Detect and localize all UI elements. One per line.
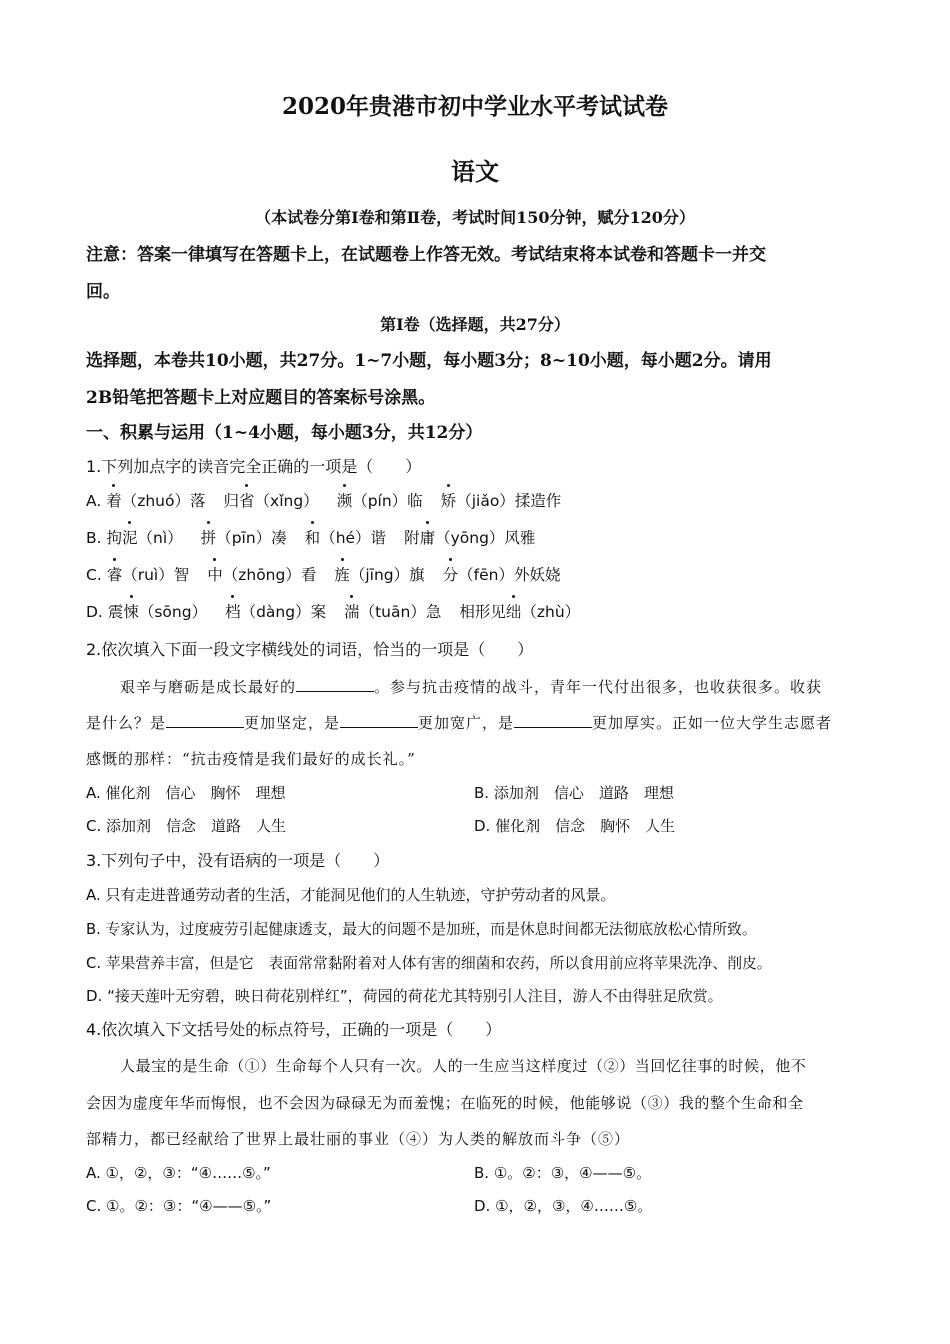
exam-title: 2020年贵港市初中学业水平考试试卷 (281, 93, 668, 120)
exam-intro: （本试卷分第Ⅰ卷和第Ⅱ卷，考试时间150分钟，赋分120分） (255, 208, 695, 227)
q4-option-d: D. ①，②，③，④……⑤。 (474, 1197, 653, 1215)
plain-char: 震 (107, 603, 124, 621)
q3-option-c: C. 苹果营养丰富，但是它 表面常常黏附着对人体有害的细菌和农药，所以食用前应将苹果洗净、削皮。 (86, 955, 772, 972)
q2-option-a: A. 催化剂 信心 胸怀 理想 (86, 784, 286, 802)
pinyin: （jiǎo）揉造作 (456, 492, 562, 510)
q2-passage-line-1 (120, 676, 822, 697)
fill-blank (514, 713, 592, 728)
pinyin: （dàng）案 (240, 603, 327, 621)
pinyin: （fēn）外妖娆 (458, 566, 561, 584)
q3-option-d: D. “接天莲叶无穷碧，映日荷花别样红”，荷园的荷花尤其特别引人注目，游人不由得驻足欣赏。 (86, 987, 723, 1005)
plain-char: 拘 (106, 529, 123, 547)
part1-desc-1: 选择题，本卷共10小题，共27分。1~7小题，每小题3分；8~10小题，每小题2分。请用 (86, 351, 772, 371)
pinyin: （sōng） (138, 603, 208, 621)
q1-option-b (86, 526, 535, 548)
q3-option-a: A. 只有走进普通劳动者的生活，才能洞见他们的人生轨迹，守护劳动者的风景。 (86, 886, 616, 904)
pinyin: （jīng）旗 (349, 566, 425, 584)
dotted-char: 档 (225, 600, 241, 622)
q2-option-d: D. 催化剂 信念 胸怀 人生 (474, 817, 676, 835)
plain-char: 归 (223, 492, 240, 510)
dotted-char: 旌 (334, 563, 350, 585)
option-label: C. (86, 566, 102, 584)
pinyin: （nì） (137, 529, 183, 547)
q2-option-b: B. 添加剂 信心 道路 理想 (474, 784, 674, 802)
dotted-char: 泥 (122, 526, 138, 548)
pinyin: （zhōng）看 (222, 566, 317, 584)
q4-passage-line-1: 人最宝的是生命（①）生命每个人只有一次。人的一生应当这样度过（②）当回忆往事的时候，他不 (120, 1057, 807, 1075)
dotted-char: 庸 (420, 526, 436, 548)
option-label: D. (86, 603, 103, 621)
option-label: B. (86, 529, 102, 547)
dotted-char: 睿 (107, 563, 123, 585)
subject-title: 语文 (451, 157, 499, 186)
passage-text: 更加宽广，是 (418, 714, 515, 732)
option-label: A. (86, 492, 102, 510)
dotted-char: 拼 (201, 526, 217, 548)
notice-line-2: 回。 (86, 282, 120, 302)
passage-text: 更加坚定，是 (244, 714, 341, 732)
dotted-char: 悚 (123, 600, 139, 622)
q4-passage-line-3: 部精力，都已经献给了世界上最壮丽的事业（④）为人类的解放而斗争（⑤） (86, 1130, 631, 1148)
section-1-heading: 一、积累与运用（1~4小题，每小题3分，共12分） (86, 423, 483, 443)
passage-text: 艰辛与磨砺是成长最好的 (120, 678, 297, 696)
q1-option-c (86, 563, 560, 585)
dotted-char: 绌 (506, 600, 522, 622)
fill-blank (340, 713, 418, 728)
plain-char: 附 (404, 529, 420, 547)
part1-title: 第Ⅰ卷（选择题，共27分） (380, 315, 570, 334)
q4-option-b: B. ①。②：③，④——⑤。 (474, 1164, 652, 1182)
dotted-char: 中 (207, 563, 223, 585)
dotted-char: 濒 (337, 489, 353, 511)
pinyin: （yōng）风雅 (435, 529, 536, 547)
q4-option-a: A. ①，②，③：“④……⑤。” (86, 1164, 271, 1182)
pinyin: （pīn）凑 (216, 529, 287, 547)
pinyin: （zhuó）落 (121, 492, 206, 510)
q2-option-c: C. 添加剂 信念 道路 人生 (86, 817, 287, 835)
notice-line-1: 注意：答案一律填写在答题卡上，在试题卷上作答无效。考试结束将本试卷和答题卡一并交 (86, 245, 766, 265)
dotted-char: 着 (106, 489, 122, 511)
fill-blank (166, 713, 244, 728)
q1-option-d (86, 600, 580, 622)
q2-stem: 2.依次填入下面一段文字横线处的词语，恰当的一项是（ ） (86, 640, 534, 659)
q4-option-c: C. ①。②：③：“④——⑤。” (86, 1197, 272, 1215)
pinyin: （tuān）急 (359, 603, 442, 621)
plain-char: 相形见 (459, 603, 506, 621)
q2-passage-line-3: 感慨的那样：“抗击疫情是我们最好的成长礼。” (86, 750, 416, 768)
pinyin: （ruì）智 (122, 566, 190, 584)
pinyin: （hé）谐 (320, 529, 387, 547)
pinyin: （xǐng） (254, 492, 319, 510)
q3-stem: 3.下列句子中，没有语病的一项是（ ） (86, 851, 390, 870)
q3-option-b: B. 专家认为，过度疲劳引起健康透支，最大的问题不是加班，而是休息时间都无法彻底放松心情所致。 (86, 921, 757, 938)
dotted-char: 矫 (441, 489, 457, 511)
part1-desc-2: 2B铅笔把答题卡上对应题目的答案标号涂黑。 (86, 388, 436, 408)
q1-stem: 1.下列加点字的读音完全正确的一项是（ ） (86, 457, 422, 476)
passage-text: 更加厚实。正如一位大学生志愿者 (592, 714, 833, 732)
dotted-char: 省 (239, 489, 255, 511)
q4-passage-line-2: 会因为虚度年华而悔恨，也不会因为碌碌无为而羞愧；在临死的时候，他能够说（③）我的整个生命和全 (86, 1094, 804, 1112)
pinyin: （zhù） (521, 603, 581, 621)
q4-stem: 4.依次填入下文括号处的标点符号，正确的一项是（ ） (86, 1020, 502, 1039)
passage-text: 。参与抗击疫情的战斗，青年一代付出很多，也收获很多。收获 (374, 678, 823, 696)
fill-blank (296, 677, 374, 692)
dotted-char: 分 (443, 563, 459, 585)
pinyin: （pín）临 (352, 492, 423, 510)
q2-passage-line-2 (86, 712, 832, 733)
passage-text: 是什么？是 (86, 714, 167, 732)
dotted-char: 湍 (344, 600, 360, 622)
dotted-char: 和 (305, 526, 321, 548)
q1-option-a (86, 489, 561, 511)
